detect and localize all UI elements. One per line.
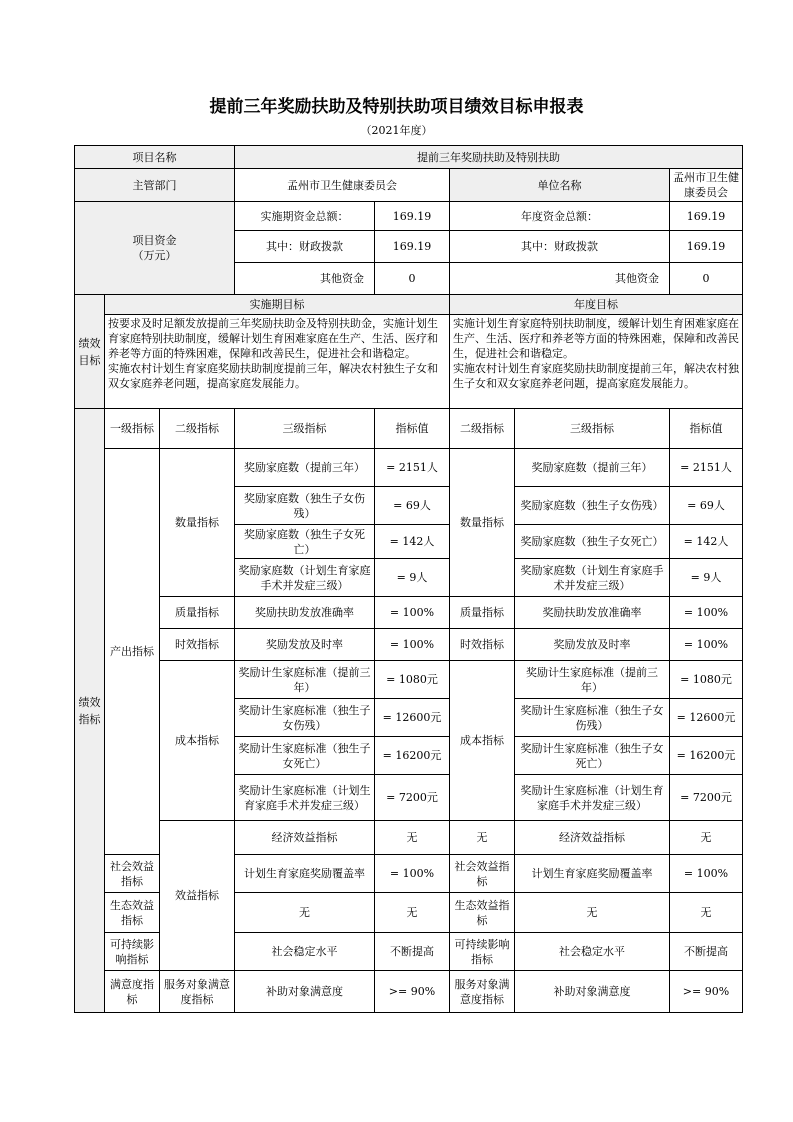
header-value-year: 指标值: [670, 409, 743, 449]
cost-year-value: = 7200元: [670, 775, 743, 821]
cost-year-name: 奖励计生家庭标准（提前三年）: [515, 661, 670, 699]
quantity-year-name: 奖励家庭数（计划生育家庭手术并发症三级）: [515, 559, 670, 597]
quality-impl-name: 奖励扶助发放准确率: [235, 597, 375, 629]
benefit-year-name: 计划生育家庭奖励覆盖率: [515, 855, 670, 893]
quantity-year-value: = 9人: [670, 559, 743, 597]
cost-year-value: = 12600元: [670, 699, 743, 737]
cost-year-value: = 1080元: [670, 661, 743, 699]
benefit-year-name: 社会稳定水平: [515, 933, 670, 971]
funds-label: [75, 202, 235, 295]
benefit-impl-l2: 社会效益指标: [105, 855, 160, 893]
goals-side-label: 绩效目标: [75, 295, 105, 409]
quality-year-name: 奖励扶助发放准确率: [515, 597, 670, 629]
quantity-impl-name: 奖励家庭数（提前三年）: [235, 449, 375, 487]
satisfaction-impl-value: >= 90%: [375, 971, 450, 1013]
impl-fiscal-value: 169.19: [375, 231, 450, 263]
project-name-value: 提前三年奖励扶助及特别扶助: [235, 146, 743, 169]
quantity-year-name: 奖励家庭数（提前三年）: [515, 449, 670, 487]
benefit-impl-value: = 100%: [375, 855, 450, 893]
benefit-year-l2: 社会效益指标: [450, 855, 515, 893]
page-title: 提前三年奖励扶助及特别扶助项目绩效目标申报表: [209, 97, 584, 117]
satisfaction-indicator-label: 满意度指标: [105, 971, 160, 1013]
impl-total-label: 实施期资金总额：: [235, 202, 375, 231]
impl-other-value: 0: [375, 263, 450, 295]
year-goal-text: 实施计划生育家庭特别扶助制度，缓解计划生育困难家庭在生产、生活、医疗和养老等方面的特殊困难，保障和改善民生，促进社会和谐稳定。 实施农村计划生育家庭奖励扶助制度提前三年，解决农村独生子女和双女家庭养老问题，提高家庭发展能力。: [450, 315, 743, 409]
cost-year-value: = 16200元: [670, 737, 743, 775]
quantity-year-name: 奖励家庭数（独生子女死亡）: [515, 525, 670, 559]
benefit-year-value: = 100%: [670, 855, 743, 893]
cost-impl-name: 奖励计生家庭标准（独生子女伤残）: [235, 699, 375, 737]
timeliness-label-impl: 时效指标: [160, 629, 235, 661]
impl-total-value: 169.19: [375, 202, 450, 231]
cost-impl-value: = 1080元: [375, 661, 450, 699]
project-name-label: 项目名称: [75, 146, 235, 169]
funds-label-line1: 项目资金: [132, 234, 177, 247]
satisfaction-year-name: 补助对象满意度: [515, 971, 670, 1013]
header-level2-impl: 二级指标: [160, 409, 235, 449]
timeliness-year-name: 奖励发放及时率: [515, 629, 670, 661]
benefit-year-l2: 生态效益指标: [450, 893, 515, 933]
cost-impl-name: 奖励计生家庭标准（计划生育家庭手术并发症三级）: [235, 775, 375, 821]
benefit-impl-name: 社会稳定水平: [235, 933, 375, 971]
satisfaction-year-l2: 服务对象满意度指标: [450, 971, 515, 1013]
timeliness-label-year: 时效指标: [450, 629, 515, 661]
benefit-year-value: 不断提高: [670, 933, 743, 971]
header-level3-year: 三级指标: [515, 409, 670, 449]
impl-other-label: 其他资金: [235, 263, 375, 295]
satisfaction-year-value: >= 90%: [670, 971, 743, 1013]
year-other-value: 0: [670, 263, 743, 295]
performance-table: [74, 145, 743, 1013]
header-level2-year: 二级指标: [450, 409, 515, 449]
benefit-year-l2: 经济效益指标: [515, 821, 670, 855]
funds-label-line2: （万元）: [132, 249, 177, 262]
unit-value: 孟州市卫生健康委员会: [670, 169, 743, 202]
benefit-impl-l2: 可持续影响指标: [105, 933, 160, 971]
quality-label-year: 质量指标: [450, 597, 515, 629]
benefit-impl-value: 无: [450, 821, 515, 855]
quantity-label-impl: 数量指标: [160, 449, 235, 597]
cost-year-name: 奖励计生家庭标准（独生子女伤残）: [515, 699, 670, 737]
year-goal-header: 年度目标: [450, 295, 743, 315]
cost-impl-value: = 7200元: [375, 775, 450, 821]
header-value-impl: 指标值: [375, 409, 450, 449]
unit-label: 单位名称: [450, 169, 670, 202]
quantity-impl-value: = 2151人: [375, 449, 450, 487]
quantity-impl-name: 奖励家庭数（计划生育家庭手术并发症三级）: [235, 559, 375, 597]
dept-value: 孟州市卫生健康委员会: [235, 169, 450, 202]
cost-label-impl: 成本指标: [160, 661, 235, 821]
quantity-year-value: = 2151人: [670, 449, 743, 487]
quantity-impl-name: 奖励家庭数（独生子女死亡）: [235, 525, 375, 559]
benefit-impl-l2: 生态效益指标: [105, 893, 160, 933]
benefit-year-name: 无: [515, 893, 670, 933]
year-total-label: 年度资金总额：: [450, 202, 670, 231]
quantity-year-name: 奖励家庭数（独生子女伤残）: [515, 487, 670, 525]
benefit-impl-name: 无: [375, 821, 450, 855]
header-level1: 一级指标: [105, 409, 160, 449]
cost-label-year: 成本指标: [450, 661, 515, 821]
satisfaction-impl-l2: 服务对象满意度指标: [160, 971, 235, 1013]
benefit-impl-l2: 经济效益指标: [235, 821, 375, 855]
benefit-impl-name: 计划生育家庭奖励覆盖率: [235, 855, 375, 893]
cost-impl-value: = 12600元: [375, 699, 450, 737]
dept-label: 主管部门: [75, 169, 235, 202]
page-subtitle: （2021年度）: [360, 124, 433, 137]
impl-fiscal-label: 其中：财政拨款: [235, 231, 375, 263]
benefit-impl-value: 无: [375, 893, 450, 933]
impl-goal-header: 实施期目标: [105, 295, 450, 315]
benefit-year-value: 无: [670, 893, 743, 933]
quantity-year-value: = 142人: [670, 525, 743, 559]
year-fiscal-label: 其中：财政拨款: [450, 231, 670, 263]
timeliness-year-value: = 100%: [670, 629, 743, 661]
indicators-side-label: 绩效指标: [75, 409, 105, 1013]
header-level3-impl: 三级指标: [235, 409, 375, 449]
benefit-year-l2: 可持续影响指标: [450, 933, 515, 971]
benefit-impl-value: 不断提高: [375, 933, 450, 971]
benefit-indicator-label: 效益指标: [160, 821, 235, 971]
year-total-value: 169.19: [670, 202, 743, 231]
year-other-label: 其他资金: [450, 263, 670, 295]
timeliness-impl-value: = 100%: [375, 629, 450, 661]
cost-impl-name: 奖励计生家庭标准（独生子女死亡）: [235, 737, 375, 775]
quality-year-value: = 100%: [670, 597, 743, 629]
satisfaction-impl-name: 补助对象满意度: [235, 971, 375, 1013]
cost-impl-value: = 16200元: [375, 737, 450, 775]
quality-impl-value: = 100%: [375, 597, 450, 629]
cost-year-name: 奖励计生家庭标准（独生子女死亡）: [515, 737, 670, 775]
benefit-year-name: 无: [670, 821, 743, 855]
timeliness-impl-name: 奖励发放及时率: [235, 629, 375, 661]
impl-goal-text: 按要求及时足额发放提前三年奖励扶助金及特别扶助金，实施计划生育家庭特别扶助制度，缓解计划生育困难家庭在生产、生活、医疗和养老等方面的特殊困难，保障和改善民生，促进社会和谐稳定。 实施农村计划生育家庭奖励扶助制度提前三年，解决农村独生子女和双女家庭养老问题，提高家庭发展能力。: [105, 315, 450, 409]
quantity-year-value: = 69人: [670, 487, 743, 525]
quantity-impl-value: = 9人: [375, 559, 450, 597]
quantity-label-year: 数量指标: [450, 449, 515, 597]
quantity-impl-value: = 142人: [375, 525, 450, 559]
year-fiscal-value: 169.19: [670, 231, 743, 263]
quantity-impl-name: 奖励家庭数（独生子女伤残）: [235, 487, 375, 525]
cost-impl-name: 奖励计生家庭标准（提前三年）: [235, 661, 375, 699]
quality-label-impl: 质量指标: [160, 597, 235, 629]
quantity-impl-value: = 69人: [375, 487, 450, 525]
benefit-impl-name: 无: [235, 893, 375, 933]
cost-year-name: 奖励计生家庭标准（计划生育家庭手术并发症三级）: [515, 775, 670, 821]
output-indicator-label: 产出指标: [105, 449, 160, 855]
